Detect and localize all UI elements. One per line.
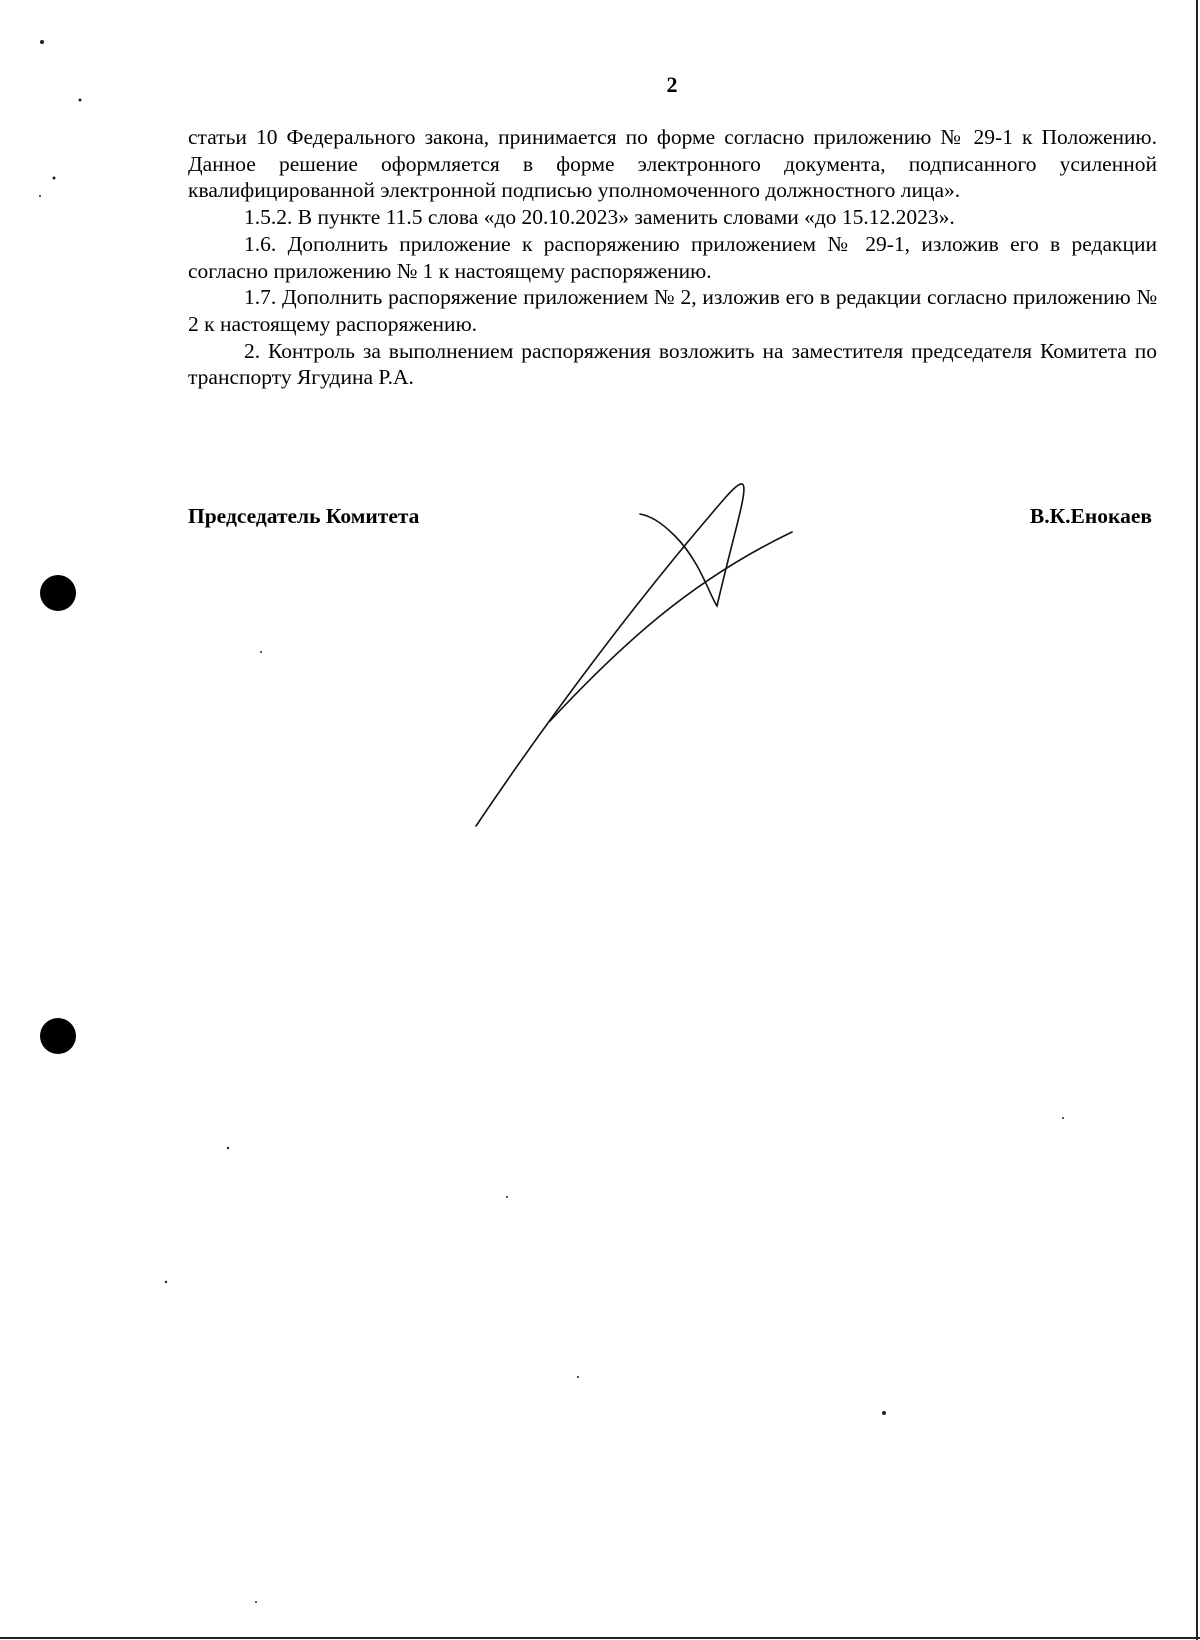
signer-name: В.К.Енокаев	[1029, 504, 1152, 528]
paragraph-1-7: 1.7. Дополнить распоряжение приложением № 2, изложив его в редакции согласно приложению № 2 к настоящему распоряжению.	[188, 285, 1157, 336]
paragraph-2: 2. Контроль за выполнением распоряжения возложить на заместителя председателя Комитета по транспорту Ягудина Р.А.	[188, 338, 1157, 390]
paragraph-1-5-2: 1.5.2. В пункте 11.5 слова «до 20.10.2023» заменить словами «до 15.12.2023».	[244, 205, 955, 230]
page-number: 2	[666, 72, 678, 97]
signer-position: Председатель Комитета	[188, 504, 420, 528]
paragraph-continuation: статьи 10 Федерального закона, принимается по форме согласно приложению № 29-1 к Положению. Данное решение оформляется в форме электронного документа, подписанного усиленной квалифицированной электронной подписью уполномоченного должностного лица».	[188, 125, 1157, 203]
paragraph-1-6: 1.6. Дополнить приложение к распоряжению приложением № 29-1, изложив его в редакции согласно приложению № 1 к настоящему распоряжению.	[188, 231, 1157, 283]
